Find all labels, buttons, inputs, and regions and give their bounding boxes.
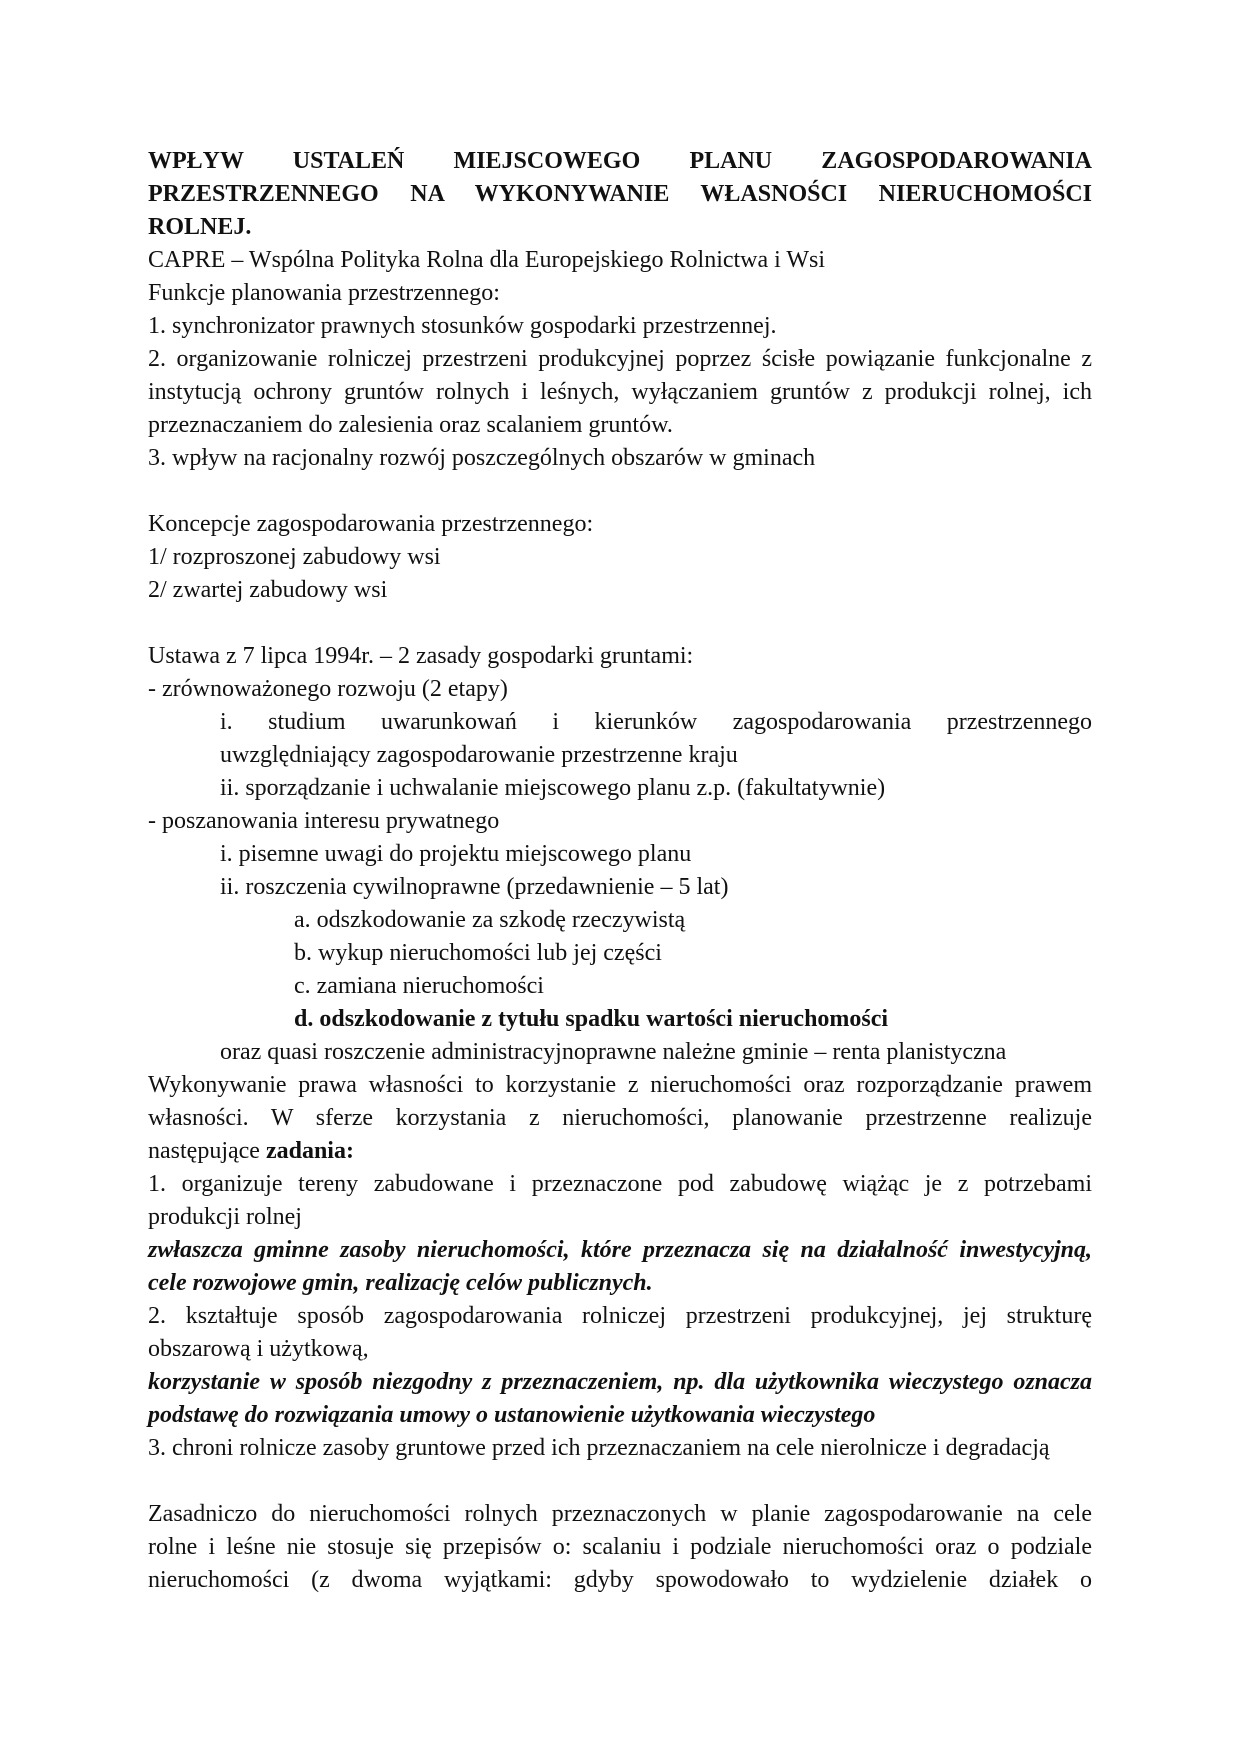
text-line: a. odszkodowanie za szkodę rzeczywistą (294, 907, 686, 933)
text-line: nieruchomości (z dwoma wyjątkami: gdyby spowodowało to wydzielenie działek o (148, 1567, 1092, 1593)
text-line: Funkcje planowania przestrzennego: (148, 280, 500, 306)
document-title-line: PRZESTRZENNEGO NA WYKONYWANIE WŁASNOŚCI NIERUCHOMOŚCI (148, 181, 1092, 207)
text-line: 3. wpływ na racjonalny rozwój poszczególnych obszarów w gminach (148, 445, 816, 471)
blank-line (148, 1465, 1092, 1498)
text-line: 2. kształtuje sposób zagospodarowania rolniczej przestrzeni produkcyjnej, jej strukturę (148, 1303, 1092, 1329)
text-line: c. zamiana nieruchomości (294, 973, 544, 999)
text-line: 2/ zwartej zabudowy wsi (148, 577, 388, 603)
text-line: zwłaszcza gminne zasoby nieruchomości, które przeznacza się na działalność inwestycyjną, (148, 1237, 1092, 1263)
text-line: d. odszkodowanie z tytułu spadku wartości nieruchomości (294, 1006, 889, 1032)
text-line: Ustawa z 7 lipca 1994r. – 2 zasady gospodarki gruntami: (148, 643, 694, 669)
text-line: rolne i leśne nie stosuje się przepisów o: scalaniu i podziale nieruchomości oraz o podziale (148, 1534, 1092, 1560)
text-line: ii. sporządzanie i uchwalanie miejscowego planu z.p. (fakultatywnie) (220, 775, 886, 801)
text-line: cele rozwojowe gmin, realizację celów publicznych. (148, 1270, 653, 1296)
text-line: 1. synchronizator prawnych stosunków gospodarki przestrzennej. (148, 313, 777, 339)
text-line: obszarową i użytkową, (148, 1336, 369, 1362)
document-page (148, 145, 1092, 1597)
text-line: oraz quasi roszczenie administracyjnoprawne należne gminie – renta planistyczna (220, 1039, 1007, 1065)
bold-text: zadania: (265, 1138, 354, 1164)
text-line: b. wykup nieruchomości lub jej części (294, 940, 662, 966)
text-line: uwzględniający zagospodarowanie przestrzenne kraju (220, 742, 738, 768)
text-line: przeznaczaniem do zalesienia oraz scalaniem gruntów. (148, 412, 673, 438)
text-line: instytucją ochrony gruntów rolnych i leśnych, wyłączaniem gruntów z produkcji rolnej, ich (148, 379, 1092, 405)
blank-line (148, 607, 1092, 640)
text-line: ii. roszczenia cywilnoprawne (przedawnienie – 5 lat) (220, 874, 729, 900)
text-line: i. pisemne uwagi do projektu miejscowego planu (220, 841, 692, 867)
document-title-line: ROLNEJ. (148, 214, 252, 240)
text-line: własności. W sferze korzystania z nieruchomości, planowanie przestrzenne realizuje (148, 1105, 1092, 1131)
text-line: 1/ rozproszonej zabudowy wsi (148, 544, 441, 570)
text-line (148, 1135, 1092, 1168)
text-line: Zasadniczo do nieruchomości rolnych przeznaczonych w planie zagospodarowanie na cele (148, 1501, 1092, 1527)
text-line: CAPRE – Wspólna Polityka Rolna dla Europejskiego Rolnictwa i Wsi (148, 247, 826, 273)
text-line: Wykonywanie prawa własności to korzystanie z nieruchomości oraz rozporządzanie prawem (148, 1072, 1092, 1098)
text-line: - poszanowania interesu prywatnego (148, 808, 500, 834)
text-line: podstawę do rozwiązania umowy o ustanowienie użytkowania wieczystego (148, 1402, 876, 1428)
text-line: 1. organizuje tereny zabudowane i przeznaczone pod zabudowę wiążąc je z potrzebami (148, 1171, 1092, 1197)
blank-line (148, 475, 1092, 508)
text-line: produkcji rolnej (148, 1204, 302, 1230)
text-line: korzystanie w sposób niezgodny z przeznaczeniem, np. dla użytkownika wieczystego oznacza (148, 1369, 1092, 1395)
text-segment: następujące (148, 1138, 266, 1164)
text-line: 3. chroni rolnicze zasoby gruntowe przed ich przeznaczaniem na cele nierolnicze i degradacją (148, 1435, 1050, 1461)
text-line: Koncepcje zagospodarowania przestrzennego: (148, 511, 594, 537)
text-line: 2. organizowanie rolniczej przestrzeni produkcyjnej poprzez ścisłe powiązanie funkcjonalne z (148, 346, 1092, 372)
document-title-line: WPŁYW USTALEŃ MIEJSCOWEGO PLANU ZAGOSPODAROWANIA (148, 148, 1092, 174)
text-line: i. studium uwarunkowań i kierunków zagospodarowania przestrzennego (220, 709, 1092, 735)
text-line: - zrównoważonego rozwoju (2 etapy) (148, 676, 508, 702)
